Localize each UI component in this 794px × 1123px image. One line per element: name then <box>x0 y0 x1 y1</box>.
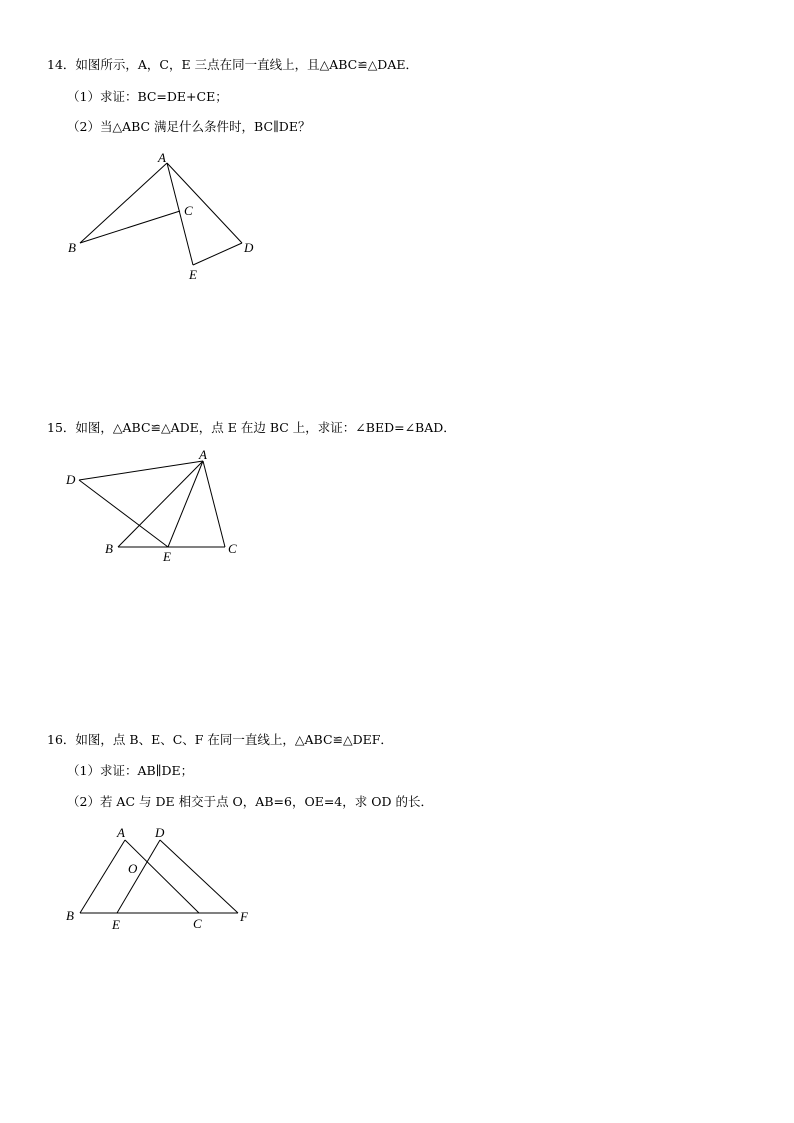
segment-AB <box>80 840 125 913</box>
segment-AB <box>118 461 203 547</box>
label-A: A <box>199 447 207 462</box>
label-A: A <box>158 150 166 165</box>
problem-16-part-2: （2）若 AC 与 DE 相交于点 O，AB=6，OE=4，求 OD 的长． <box>67 794 433 809</box>
label-C: C <box>184 203 193 218</box>
problem-16-figure <box>60 820 260 935</box>
label-D: D <box>66 472 76 487</box>
segment-DE <box>79 480 168 547</box>
label-E: E <box>189 267 197 282</box>
problem-16-part-1: （1）求证：AB∥DE； <box>67 763 194 778</box>
segment-AD <box>79 461 203 480</box>
problem-14-part-1: （1）求证：BC=DE+CE； <box>67 89 228 104</box>
segment-AE <box>168 461 203 547</box>
label-B: B <box>66 908 74 923</box>
problem-16-stem: 16．如图，点 B、E、C、F 在同一直线上，△ABC≌△DEF． <box>47 732 393 747</box>
label-B: B <box>68 240 76 255</box>
label-C: C <box>228 541 237 556</box>
segment-BC <box>80 211 180 243</box>
problem-14-stem: 14．如图所示，A，C，E 三点在同一直线上，且△ABC≌△DAE． <box>47 57 418 72</box>
segment-AC <box>203 461 225 547</box>
problem-15-figure <box>60 445 250 565</box>
problem-14-part-2: （2）当△ABC 满足什么条件时，BC∥DE？ <box>67 119 311 134</box>
label-D: D <box>244 240 254 255</box>
label-B: B <box>105 541 113 556</box>
label-O: O <box>128 861 138 876</box>
problem-14-figure <box>60 145 280 290</box>
label-A: A <box>117 825 125 840</box>
label-C: C <box>193 916 202 931</box>
label-E: E <box>112 917 120 932</box>
label-D: D <box>155 825 165 840</box>
problem-15-stem: 15．如图，△ABC≌△ADE，点 E 在边 BC 上，求证：∠BED=∠BAD． <box>47 420 456 435</box>
segment-DF <box>160 840 238 913</box>
segment-AB <box>80 163 167 243</box>
segment-DE <box>117 840 160 913</box>
segment-ED <box>193 243 242 265</box>
label-E: E <box>163 549 171 564</box>
label-F: F <box>240 909 248 924</box>
segment-AD <box>167 163 242 243</box>
segment-AC <box>125 840 199 913</box>
